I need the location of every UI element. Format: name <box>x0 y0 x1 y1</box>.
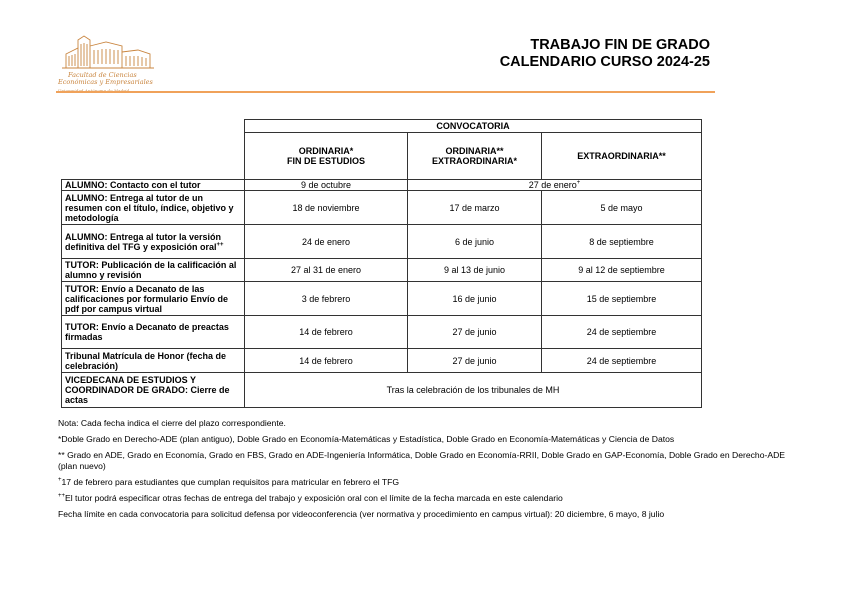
note-plus-text: 17 de febrero para estudiantes que cumplan requisitos para matricular en febrero el TFG <box>61 477 400 487</box>
note-single-asterisk: *Doble Grado en Derecho-ADE (plan antiguo), Doble Grado en Economía-Matemáticas y Estadística, Doble Grado en Economía-Matemáticas y Ciencia de Datos <box>58 434 675 444</box>
building-logo-icon <box>58 34 160 72</box>
row-label: ALUMNO: Entrega al tutor de un resumen con el título, índice, objetivo y metodología <box>62 191 245 225</box>
cell-ordinaria-fin: 14 de febrero <box>245 316 408 349</box>
logo-text-line1: Facultad de Ciencias <box>68 71 137 79</box>
cell-extraordinaria: 5 de mayo <box>542 191 702 225</box>
col2-header-line2: EXTRAORDINARIA* <box>431 156 517 166</box>
cell-ordinaria-extra-merged <box>408 180 702 191</box>
cell-merged-all: Tras la celebración de los tribunales de MH <box>245 373 702 408</box>
cell-ordinaria-fin: 14 de febrero <box>245 349 408 373</box>
cell-extraordinaria: 24 de septiembre <box>542 316 702 349</box>
faculty-logo <box>58 34 160 92</box>
cell-ordinaria-fin: 18 de noviembre <box>245 191 408 225</box>
row-label: Tribunal Matrícula de Honor (fecha de celebración) <box>62 349 245 373</box>
note-double-asterisk: ** Grado en ADE, Grado en Economía, Grado en FBS, Grado en ADE-Ingeniería Informática, Doble Grado en Economía-RRII, Doble Grado en GAP-Economía, Doble Grado en Derecho-ADE (plan nuevo) <box>58 450 786 471</box>
cell-ordinaria-extra: 16 de junio <box>408 282 542 316</box>
calendar-table <box>61 119 702 408</box>
row-label: TUTOR: Envío a Decanato de las calificaciones por formulario Envío de pdf por campus virtual <box>62 282 245 316</box>
col2-header-line1: ORDINARIA** <box>445 146 504 156</box>
table-row <box>62 225 702 259</box>
row-label: ALUMNO: Contacto con el tutor <box>62 180 245 191</box>
note-double-plus-text: El tutor podrá especificar otras fechas de entrega del trabajo y exposición oral con el límite de la fecha marcada en este calendario <box>65 493 563 503</box>
cell-extraordinaria: 15 de septiembre <box>542 282 702 316</box>
cell-ordinaria-extra: 6 de junio <box>408 225 542 259</box>
footnotes <box>58 418 798 520</box>
table-row <box>62 259 702 282</box>
page-title <box>500 37 710 71</box>
table-row <box>62 282 702 316</box>
footnote-mark: ++ <box>58 493 66 499</box>
footnote-mark: ++ <box>216 241 224 248</box>
logo-text-line2: Económicas y Empresariales <box>58 78 153 86</box>
note-double-plus <box>58 493 798 504</box>
row-label: TUTOR: Envío a Decanato de preactas firmadas <box>62 316 245 349</box>
column-header-extraordinaria: EXTRAORDINARIA** <box>542 133 702 180</box>
row-label-text: ALUMNO: Entrega al tutor la versión definitiva del TFG y exposición oral <box>65 231 222 252</box>
table-row <box>62 349 702 373</box>
table-row <box>62 191 702 225</box>
cell-ordinaria-fin: 9 de octubre <box>245 180 408 191</box>
note-plus <box>58 477 798 488</box>
row-label: VICEDECANA DE ESTUDIOS Y COORDINADOR DE GRADO: Cierre de actas <box>62 373 245 408</box>
cell-merged-text: 27 de enero <box>528 180 577 190</box>
footnote-mark: + <box>58 477 62 483</box>
note-general: Nota: Cada fecha indica el cierre del plazo correspondiente. <box>58 418 286 428</box>
cell-ordinaria-fin: 3 de febrero <box>245 282 408 316</box>
cell-ordinaria-extra: 27 de junio <box>408 349 542 373</box>
col1-header-line2: FIN DE ESTUDIOS <box>286 156 365 166</box>
table-group-header-row <box>62 120 702 133</box>
header-divider <box>56 91 715 93</box>
row-label: TUTOR: Publicación de la calificación al alumno y revisión <box>62 259 245 282</box>
title-line-2: CALENDARIO CURSO 2024-25 <box>499 54 710 70</box>
cell-ordinaria-extra: 9 al 13 de junio <box>408 259 542 282</box>
column-header-ordinaria-extraordinaria <box>408 133 542 180</box>
row-label <box>62 225 245 259</box>
title-line-1: TRABAJO FIN DE GRADO <box>530 37 710 53</box>
cell-extraordinaria: 24 de septiembre <box>542 349 702 373</box>
table-row <box>62 316 702 349</box>
table-column-header-row <box>62 133 702 180</box>
cell-ordinaria-extra: 27 de junio <box>408 316 542 349</box>
cell-ordinaria-fin: 27 al 31 de enero <box>245 259 408 282</box>
convocatoria-header: CONVOCATORIA <box>245 120 702 133</box>
table-row <box>62 373 702 408</box>
table-row <box>62 180 702 191</box>
cell-extraordinaria: 8 de septiembre <box>542 225 702 259</box>
note-videoconference: Fecha límite en cada convocatoria para solicitud defensa por videoconferencia (ver normativa y procedimiento en campus virtual): 20 diciembre, 6 mayo, 8 julio <box>58 509 665 519</box>
column-header-ordinaria-fin-estudios <box>245 133 408 180</box>
col1-header-line1: ORDINARIA* <box>298 146 354 156</box>
cell-extraordinaria: 9 al 12 de septiembre <box>542 259 702 282</box>
footnote-mark: + <box>576 180 581 186</box>
cell-ordinaria-extra: 17 de marzo <box>408 191 542 225</box>
cell-ordinaria-fin: 24 de enero <box>245 225 408 259</box>
